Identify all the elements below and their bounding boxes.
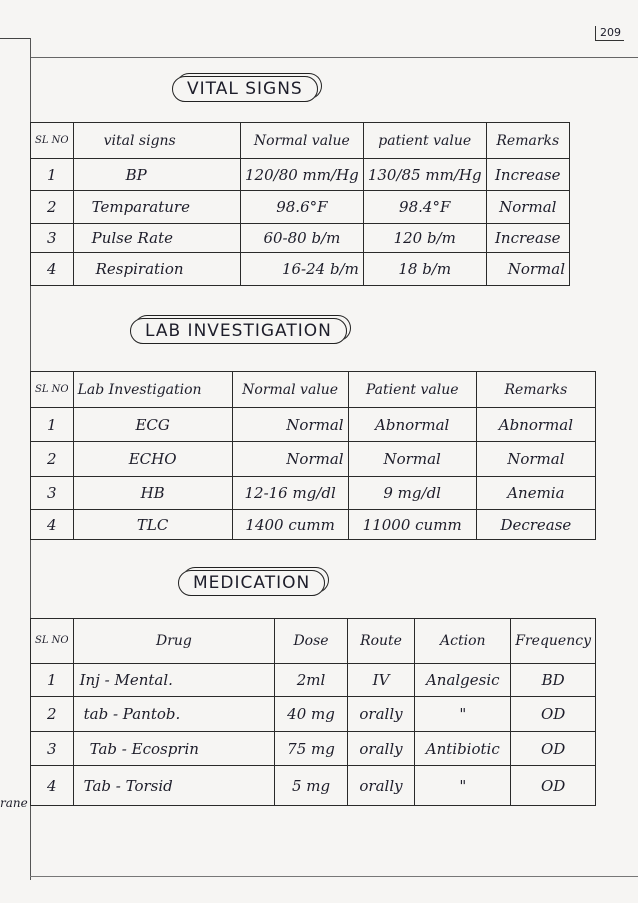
cell: Abnormal — [348, 408, 476, 442]
cell: Respiration — [73, 253, 240, 286]
cell: Tab - Torsid — [73, 766, 275, 806]
cell: OD — [511, 766, 596, 806]
cell: orally — [347, 766, 415, 806]
cell: 1400 cumm — [232, 510, 348, 540]
cell: 9 mg/dl — [348, 477, 476, 510]
cell: TLC — [73, 510, 232, 540]
cell: Normal — [486, 253, 569, 286]
table-header-row — [31, 372, 596, 408]
cell: Antibiotic — [415, 732, 511, 766]
cell: 2 — [31, 442, 74, 477]
top-rule-left — [0, 38, 30, 39]
side-note: rane — [0, 796, 28, 810]
cell: 4 — [31, 766, 74, 806]
header-cell: patient value — [363, 123, 486, 159]
medication-table — [30, 618, 596, 806]
cell: 5 mg — [275, 766, 347, 806]
cell: orally — [347, 732, 415, 766]
header-cell: Normal value — [232, 372, 348, 408]
cell: Pulse Rate — [73, 224, 240, 253]
cell: BP — [73, 159, 240, 191]
table-row — [31, 224, 570, 253]
cell: 130/85 mm/Hg — [363, 159, 486, 191]
cell: Tab - Ecosprin — [73, 732, 275, 766]
cell: Normal — [486, 191, 569, 224]
cell: 1 — [31, 408, 74, 442]
cell: 75 mg — [275, 732, 347, 766]
header-cell: SL NO — [31, 619, 74, 664]
cell: 3 — [31, 224, 74, 253]
cell: OD — [511, 732, 596, 766]
cell: 1 — [31, 664, 74, 697]
cell: BD — [511, 664, 596, 697]
cell: IV — [347, 664, 415, 697]
header-cell: Drug — [73, 619, 275, 664]
table-header-row — [31, 123, 570, 159]
table-row — [31, 477, 596, 510]
cell: OD — [511, 697, 596, 732]
header-cell: Frequency — [511, 619, 596, 664]
table-row — [31, 442, 596, 477]
cell: ECG — [73, 408, 232, 442]
bottom-rule — [30, 876, 638, 877]
cell: Abnormal — [476, 408, 595, 442]
cell: Normal — [232, 442, 348, 477]
cell: Analgesic — [415, 664, 511, 697]
page-number: 209 — [595, 26, 624, 41]
header-cell: Remarks — [486, 123, 569, 159]
header-cell: SL NO — [31, 372, 74, 408]
cell: 1 — [31, 159, 74, 191]
cell: 16-24 b/m — [240, 253, 363, 286]
cell: tab - Pantob. — [73, 697, 275, 732]
table-row — [31, 766, 596, 806]
cell: 11000 cumm — [348, 510, 476, 540]
cell: 98.6°F — [240, 191, 363, 224]
header-cell: Lab Investigation — [73, 372, 232, 408]
cell: Normal — [476, 442, 595, 477]
table-header-row — [31, 619, 596, 664]
header-cell: Patient value — [348, 372, 476, 408]
table-row — [31, 664, 596, 697]
table-row — [31, 159, 570, 191]
top-rule — [30, 57, 638, 58]
header-cell: Route — [347, 619, 415, 664]
table-row — [31, 408, 596, 442]
cell: Decrease — [476, 510, 595, 540]
cell: 18 b/m — [363, 253, 486, 286]
table-row — [31, 732, 596, 766]
cell: 120/80 mm/Hg — [240, 159, 363, 191]
cell: HB — [73, 477, 232, 510]
vital-signs-title: VITAL SIGNS — [172, 76, 318, 102]
table-row — [31, 697, 596, 732]
medication-title: MEDICATION — [178, 570, 325, 596]
header-cell: Normal value — [240, 123, 363, 159]
cell: Normal — [232, 408, 348, 442]
header-cell: Dose — [275, 619, 347, 664]
cell: ECHO — [73, 442, 232, 477]
cell: Normal — [348, 442, 476, 477]
cell: 3 — [31, 477, 74, 510]
header-cell: SL NO — [31, 123, 74, 159]
cell: 3 — [31, 732, 74, 766]
table-row — [31, 510, 596, 540]
cell: Increase — [486, 224, 569, 253]
vital-signs-table — [30, 122, 570, 286]
lab-investigation-table — [30, 371, 596, 540]
cell: 40 mg — [275, 697, 347, 732]
cell: Temparature — [73, 191, 240, 224]
header-cell: Remarks — [476, 372, 595, 408]
cell: 98.4°F — [363, 191, 486, 224]
cell: " — [415, 766, 511, 806]
cell: Anemia — [476, 477, 595, 510]
header-cell: vital signs — [73, 123, 240, 159]
cell: 12-16 mg/dl — [232, 477, 348, 510]
cell: Increase — [486, 159, 569, 191]
table-row — [31, 253, 570, 286]
cell: 60-80 b/m — [240, 224, 363, 253]
cell: 4 — [31, 510, 74, 540]
cell: 2 — [31, 697, 74, 732]
cell: 2 — [31, 191, 74, 224]
cell: Inj - Mental. — [73, 664, 275, 697]
cell: orally — [347, 697, 415, 732]
cell: " — [415, 697, 511, 732]
cell: 2ml — [275, 664, 347, 697]
table-row — [31, 191, 570, 224]
cell: 120 b/m — [363, 224, 486, 253]
lab-investigation-title: LAB INVESTIGATION — [130, 318, 347, 344]
header-cell: Action — [415, 619, 511, 664]
cell: 4 — [31, 253, 74, 286]
